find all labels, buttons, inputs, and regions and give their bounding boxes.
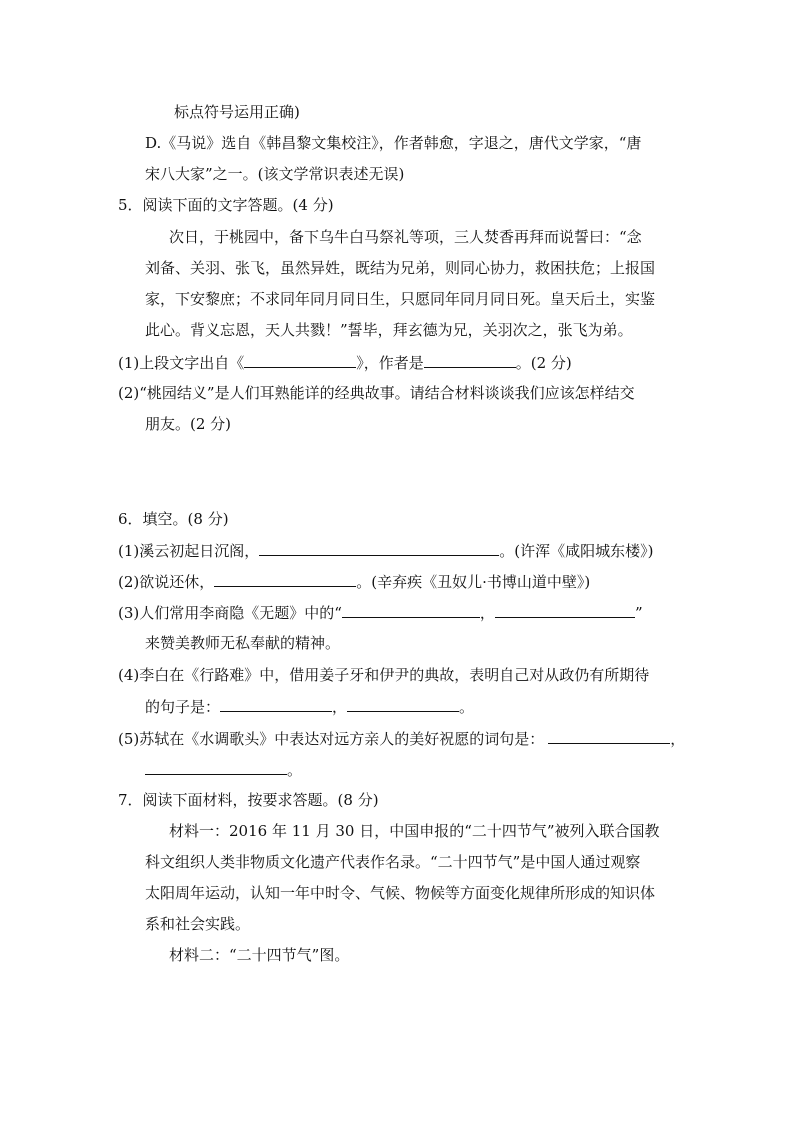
q5-sub1 <box>118 351 572 373</box>
q6-item3-blank-b[interactable] <box>495 601 635 618</box>
q6-item3-comma: ， <box>479 604 495 622</box>
q7-material2: 材料二：“二十四节气”图。 <box>169 946 350 964</box>
q6-item5-line2 <box>145 758 302 780</box>
q6-item2-suffix: 。(辛弃疾《丑奴儿·书博山道中壁》) <box>356 573 591 591</box>
q5-source-blank[interactable] <box>244 351 356 368</box>
q5-sub2-line1: (2)“桃园结义”是人们耳熟能详的经典故事。请结合材料谈谈我们应该怎样结交 <box>118 384 635 402</box>
q4-option-tail: 标点符号运用正确) <box>174 103 300 121</box>
q5-passage-line: 刘备、关羽、张飞，虽然异姓，既结为兄弟，则同心协力，救困扶危；上报国 <box>145 259 656 277</box>
q6-item3-blank-a[interactable] <box>342 601 480 618</box>
q5-passage-line: 家，下安黎庶；不求同年同月同日生，只愿同年同月同日死。皇天后土，实鉴 <box>145 290 656 308</box>
q6-item2 <box>118 570 590 592</box>
q6-item5-blank-b[interactable] <box>145 758 287 775</box>
q6-item5-line1 <box>118 727 685 749</box>
q6-item1-suffix: 。(许浑《咸阳城东楼》) <box>499 542 654 560</box>
q6-item4-blank-a[interactable] <box>220 695 332 712</box>
q5-title: 5．阅读下面的文字答题。(4 分) <box>118 196 334 214</box>
q6-item4-line2 <box>145 695 474 717</box>
q6-item4-blank-b[interactable] <box>347 695 459 712</box>
q6-item5-end: 。 <box>287 761 303 779</box>
q5-passage-line: 此心。背义忘恩，天人共戮！”誓毕，拜玄德为兄，关羽次之，张飞为弟。 <box>145 321 633 339</box>
q4-option-d-line1: D.《马说》选自《韩昌黎文集校注》，作者韩愈，字退之，唐代文学家，“唐 <box>145 134 642 152</box>
q6-item2-prefix: (2)欲说还休， <box>118 573 215 591</box>
q5-sub2-line2: 朋友。(2 分) <box>145 415 232 433</box>
q7-material1-line: 太阳周年运动，认知一年中时令、气候、物候等方面变化规律所形成的知识体 <box>145 884 656 902</box>
q6-item5-prefix: (5)苏轼在《水调歌头》中表达对远方亲人的美好祝愿的词句是： <box>118 730 545 748</box>
q5-sub1-prefix: (1)上段文字出自《 <box>118 354 245 372</box>
q6-item2-blank[interactable] <box>214 570 356 587</box>
q6-item1 <box>118 539 653 561</box>
q7-title: 7．阅读下面材料，按要求答题。(8 分) <box>118 791 379 809</box>
q6-item4-prefix: 的句子是： <box>145 698 221 716</box>
q6-item5-blank-a[interactable] <box>548 727 670 744</box>
q6-item1-prefix: (1)溪云初起日沉阁， <box>118 542 260 560</box>
q6-title: 6．填空。(8 分) <box>118 510 229 528</box>
q4-option-d-line2: 宋八大家”之一。(该文学常识表述无误) <box>145 165 405 183</box>
q6-item3 <box>118 601 643 623</box>
q6-item4-end: 。 <box>459 698 475 716</box>
q7-material1-line: 材料一：2016 年 11 月 30 日，中国申报的“二十四节气”被列入联合国教 <box>169 822 660 840</box>
q6-item3-prefix: (3)人们常用李商隐《无题》中的“ <box>118 604 342 622</box>
q7-material1-line: 系和社会实践。 <box>145 915 251 933</box>
q7-material1-line: 科文组织人类非物质文化遗产代表作名录。“二十四节气”是中国人通过观察 <box>145 853 641 871</box>
q6-item3-line2: 来赞美教师无私奉献的精神。 <box>145 634 341 652</box>
q6-item1-blank[interactable] <box>259 539 499 556</box>
q5-sub1-mid: 》，作者是 <box>356 354 424 372</box>
q5-passage-line: 次日，于桃园中，备下乌牛白马祭礼等项，三人焚香再拜而说誓曰：“念 <box>169 228 642 246</box>
q5-author-blank[interactable] <box>424 351 516 368</box>
q6-item5-comma: ， <box>670 730 686 748</box>
q6-item3-close: ” <box>634 604 643 622</box>
q6-item4-line1: (4)李白在《行路难》中，借用姜子牙和伊尹的典故，表明自己对从政仍有所期待 <box>118 666 650 684</box>
q5-sub1-suffix: 。(2 分) <box>515 354 572 372</box>
q6-item4-comma: ， <box>332 698 348 716</box>
